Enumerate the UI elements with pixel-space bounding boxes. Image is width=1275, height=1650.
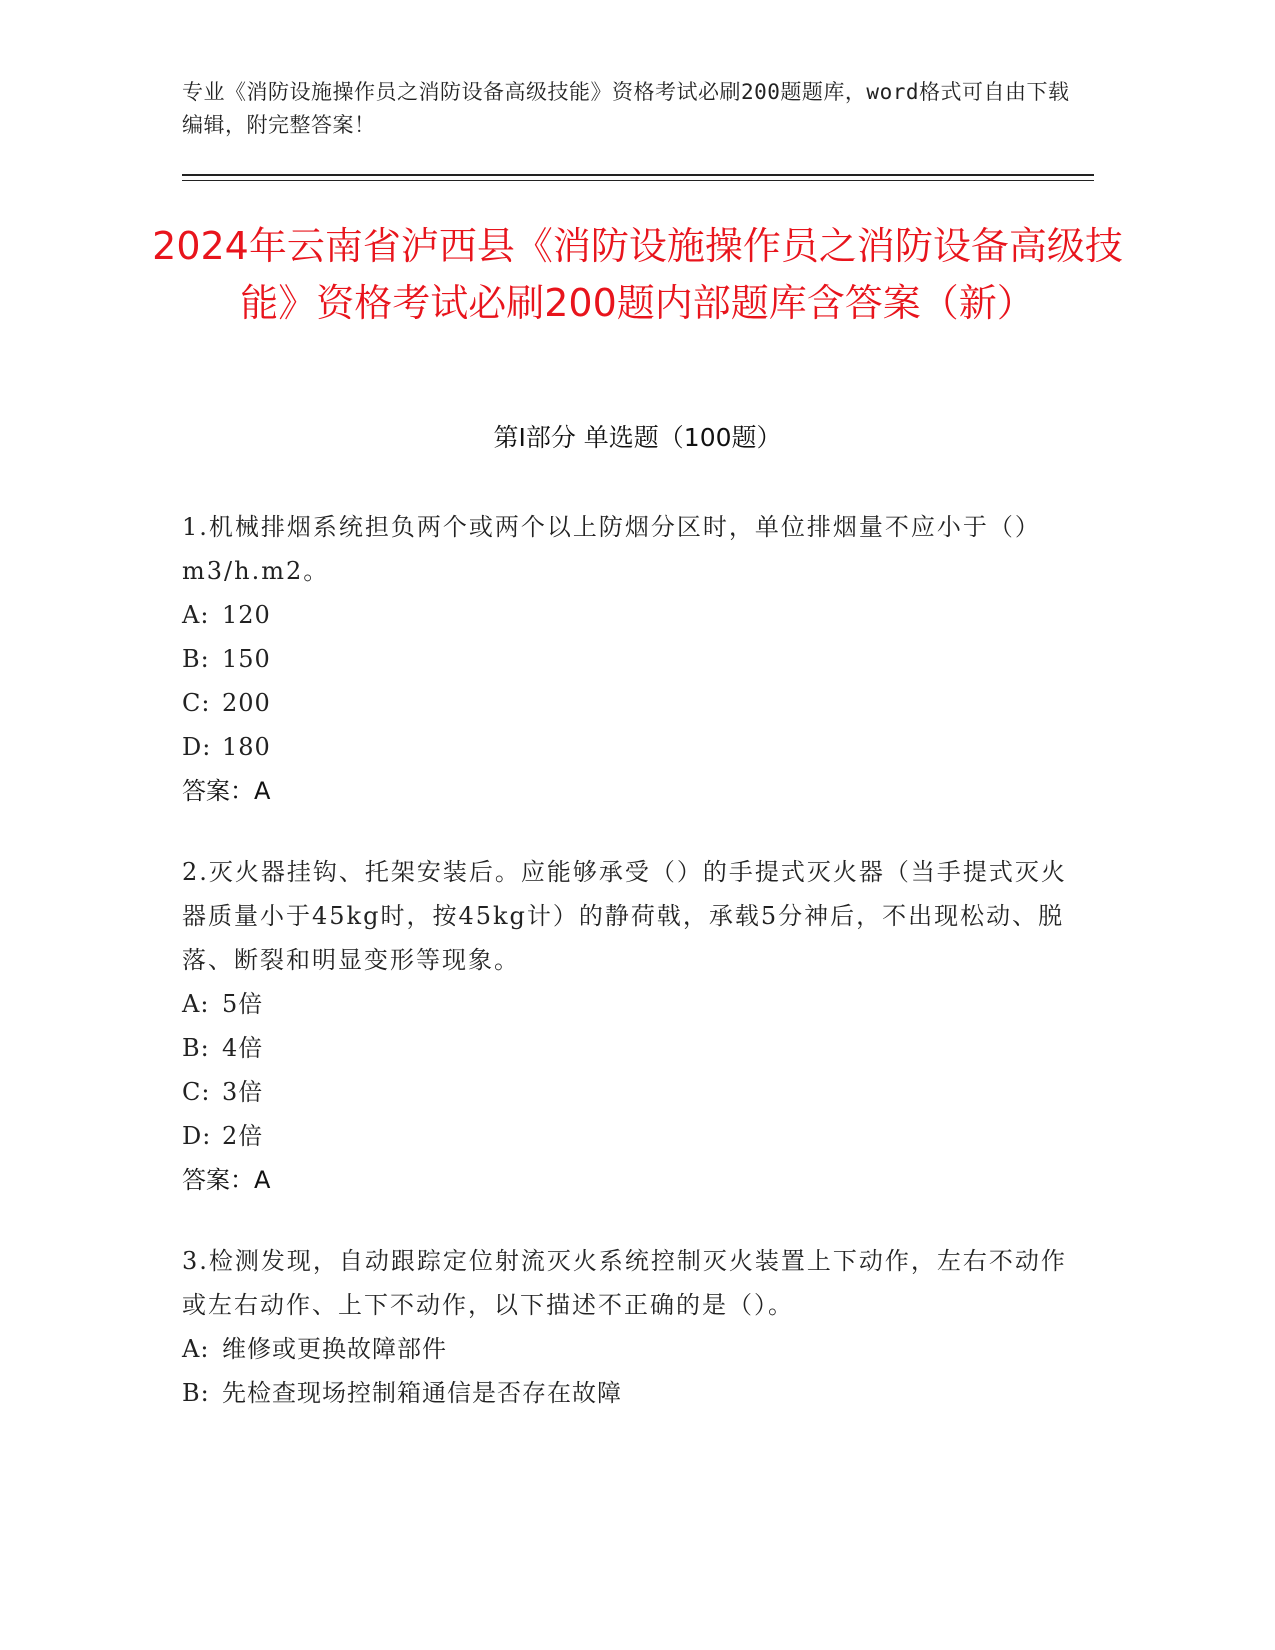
option-letter: A: (182, 1335, 210, 1363)
option-text: 120 (222, 601, 271, 629)
option-text: 180 (222, 733, 271, 761)
option-b (182, 637, 1082, 681)
section-heading: 第Ⅰ部分 单选题（100题） (493, 423, 782, 452)
header-divider-thick (182, 174, 1094, 176)
option-text: 先检查现场控制箱通信是否存在故障 (222, 1379, 622, 1407)
option-letter: D: (182, 733, 212, 761)
header-divider-thin (182, 180, 1094, 181)
question-stem: 1.机械排烟系统担负两个或两个以上防烟分区时，单位排烟量不应小于（）m3/h.m2。 (182, 513, 1041, 585)
option-text: 3倍 (222, 1078, 264, 1106)
option-letter: A: (182, 990, 210, 1018)
option-letter: D: (182, 1122, 212, 1150)
document-title: 2024年云南省泸西县《消防设施操作员之消防设备高级技能》资格考试必刷200题内部题库含答案（新） (152, 224, 1123, 325)
option-b (182, 1371, 1082, 1415)
option-text: 150 (222, 645, 271, 673)
option-d (182, 725, 1082, 769)
option-letter: C: (182, 1078, 211, 1106)
option-letter: B: (182, 645, 210, 673)
answer-line: 答案：A (182, 777, 271, 805)
question-stem: 2.灭火器挂钩、托架安装后。应能够承受（）的手提式灭火器（当手提式灭火器质量小于45kg时，按45kg计）的静荷戟，承载5分神后，不出现松动、脱落、断裂和明显变形等现象。 (182, 858, 1067, 974)
question-1 (182, 505, 1082, 813)
option-text: 5倍 (222, 990, 264, 1018)
option-text: 2倍 (222, 1122, 264, 1150)
option-a (182, 593, 1082, 637)
question-stem: 3.检测发现，自动跟踪定位射流灭火系统控制灭火装置上下动作，左右不动作或左右动作、上下不动作，以下描述不正确的是（）。 (182, 1247, 1067, 1319)
option-letter: B: (182, 1379, 210, 1407)
option-a (182, 982, 1082, 1026)
option-letter: C: (182, 689, 211, 717)
option-text: 200 (222, 689, 271, 717)
option-text: 维修或更换故障部件 (222, 1335, 447, 1363)
question-2 (182, 850, 1082, 1202)
option-c (182, 681, 1082, 725)
option-c (182, 1070, 1082, 1114)
question-3 (182, 1239, 1082, 1415)
question-list (182, 505, 1082, 1452)
answer-line: 答案：A (182, 1166, 271, 1194)
option-letter: A: (182, 601, 210, 629)
option-a (182, 1327, 1082, 1371)
option-b (182, 1026, 1082, 1070)
option-letter: B: (182, 1034, 210, 1062)
option-d (182, 1114, 1082, 1158)
header-note: 专业《消防设施操作员之消防设备高级技能》资格考试必刷200题题库，word格式可自由下载编辑，附完整答案！ (182, 80, 1070, 137)
option-text: 4倍 (222, 1034, 264, 1062)
